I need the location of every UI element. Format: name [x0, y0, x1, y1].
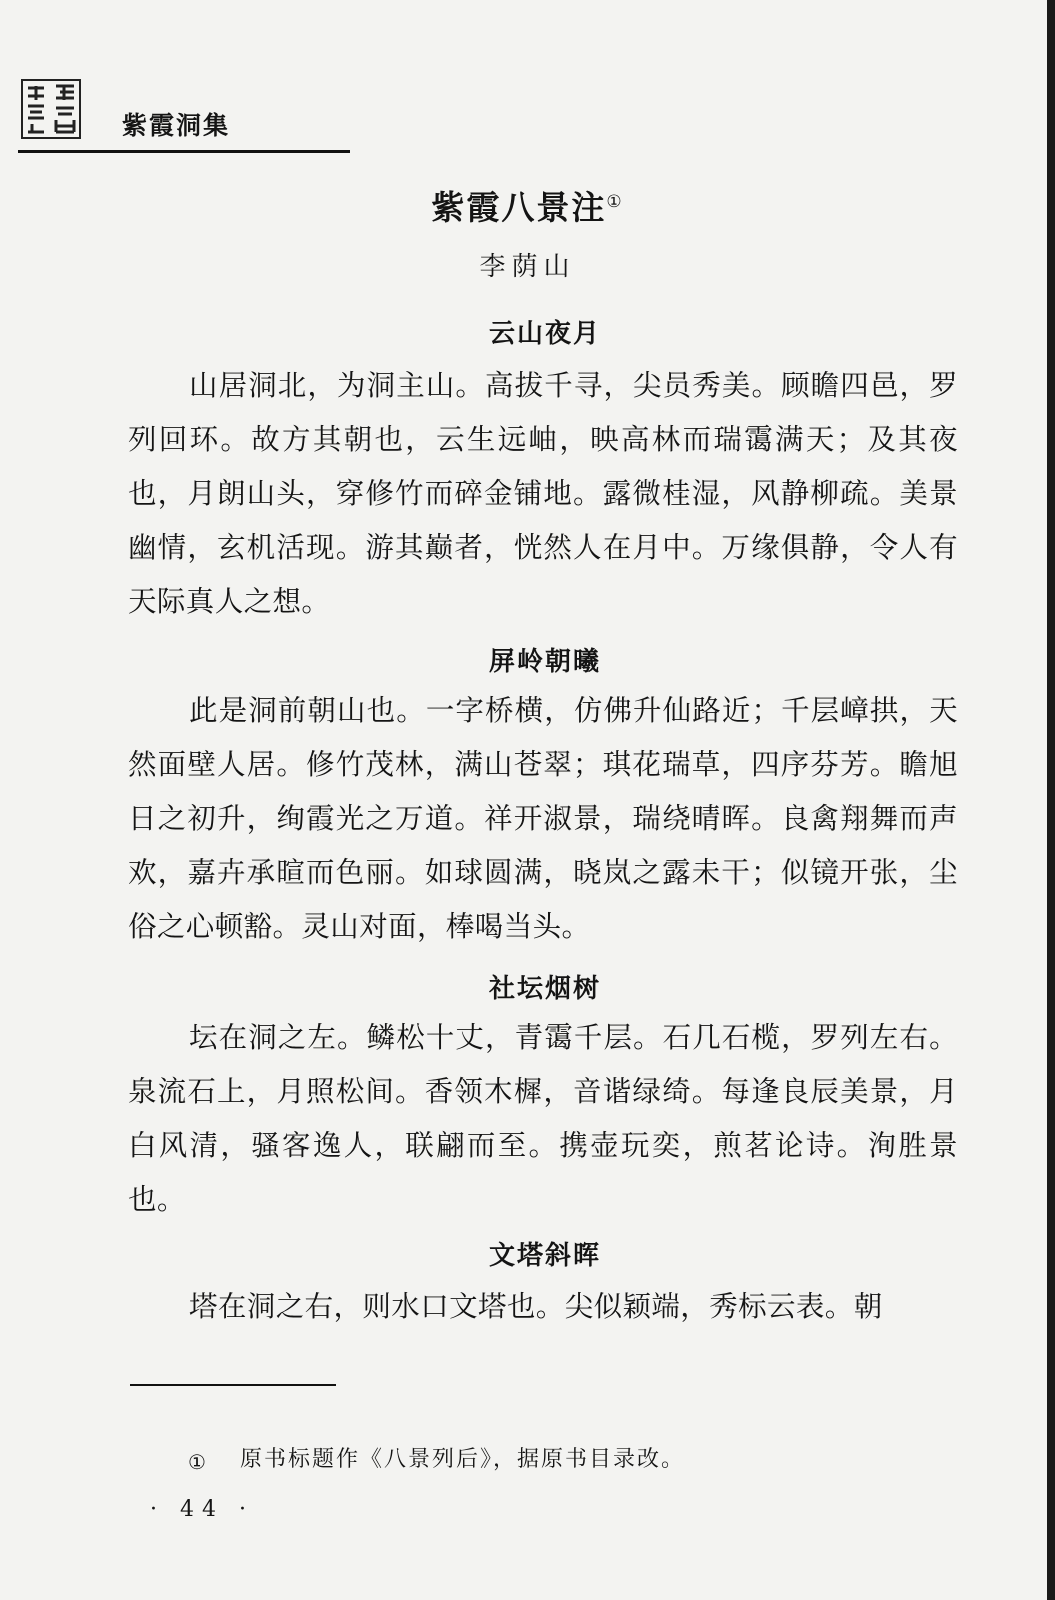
page-edge	[1047, 0, 1055, 1600]
footnote-marker: ①	[188, 1450, 206, 1474]
footnote-text: 原书标题作《八景列后》，据原书目录改。	[240, 1447, 686, 1472]
section-paragraph: 此是洞前朝山也。一字桥横，仿佛升仙路近；千层嶂拱，天然面壁人居。修竹茂林，满山苍翠；琪花瑞草，四序芬芳。瞻旭日之初升，绚霞光之万道。祥开淑景，瑞绕晴晖。良禽翔舞而声欢，嘉卉承暄而色丽。如球圆满，晓岚之露未干；似镜开张，尘俗之心顿豁。灵山对面，棒喝当头。	[128, 694, 958, 943]
section-heading: 社坛烟树	[488, 974, 601, 1004]
section-heading: 文塔斜晖	[488, 1241, 601, 1271]
running-header-title: 紫霞洞集	[122, 111, 231, 140]
seal-logo	[20, 78, 82, 140]
section-heading: 屏岭朝曦	[488, 647, 601, 677]
page-number: · 44 ·	[150, 1497, 254, 1522]
section-paragraph: 塔在洞之右，则水口文塔也。尖似颖端，秀标云表。朝	[189, 1290, 883, 1323]
header-rule	[18, 150, 350, 153]
article-title-text: 紫霞八景注	[431, 188, 607, 227]
footnote-rule	[130, 1384, 336, 1386]
section-paragraph: 坛在洞之左。鳞松十丈，青霭千层。石几石榄，罗列左右。泉流石上，月照松间。香领木樨，音谐绿绮。每逢良辰美景，月白风清，骚客逸人，联翩而至。携壶玩奕，煎茗论诗。洵胜景也。	[128, 1021, 958, 1216]
section-paragraph: 山居洞北，为洞主山。高拔千寻，尖员秀美。顾瞻四邑，罗列回环。故方其朝也，云生远岫，映高林而瑞霭满天；及其夜也，月朗山头，穿修竹而碎金铺地。露微桂湿，风静柳疏。美景幽情，玄机活现。游其巅者，恍然人在月中。万缘俱静，令人有天际真人之想。	[128, 369, 958, 618]
title-footnote-marker: ①	[606, 192, 624, 212]
article-title	[0, 182, 1055, 229]
article-author: 李荫山	[479, 252, 576, 282]
section-heading: 云山夜月	[488, 319, 601, 349]
